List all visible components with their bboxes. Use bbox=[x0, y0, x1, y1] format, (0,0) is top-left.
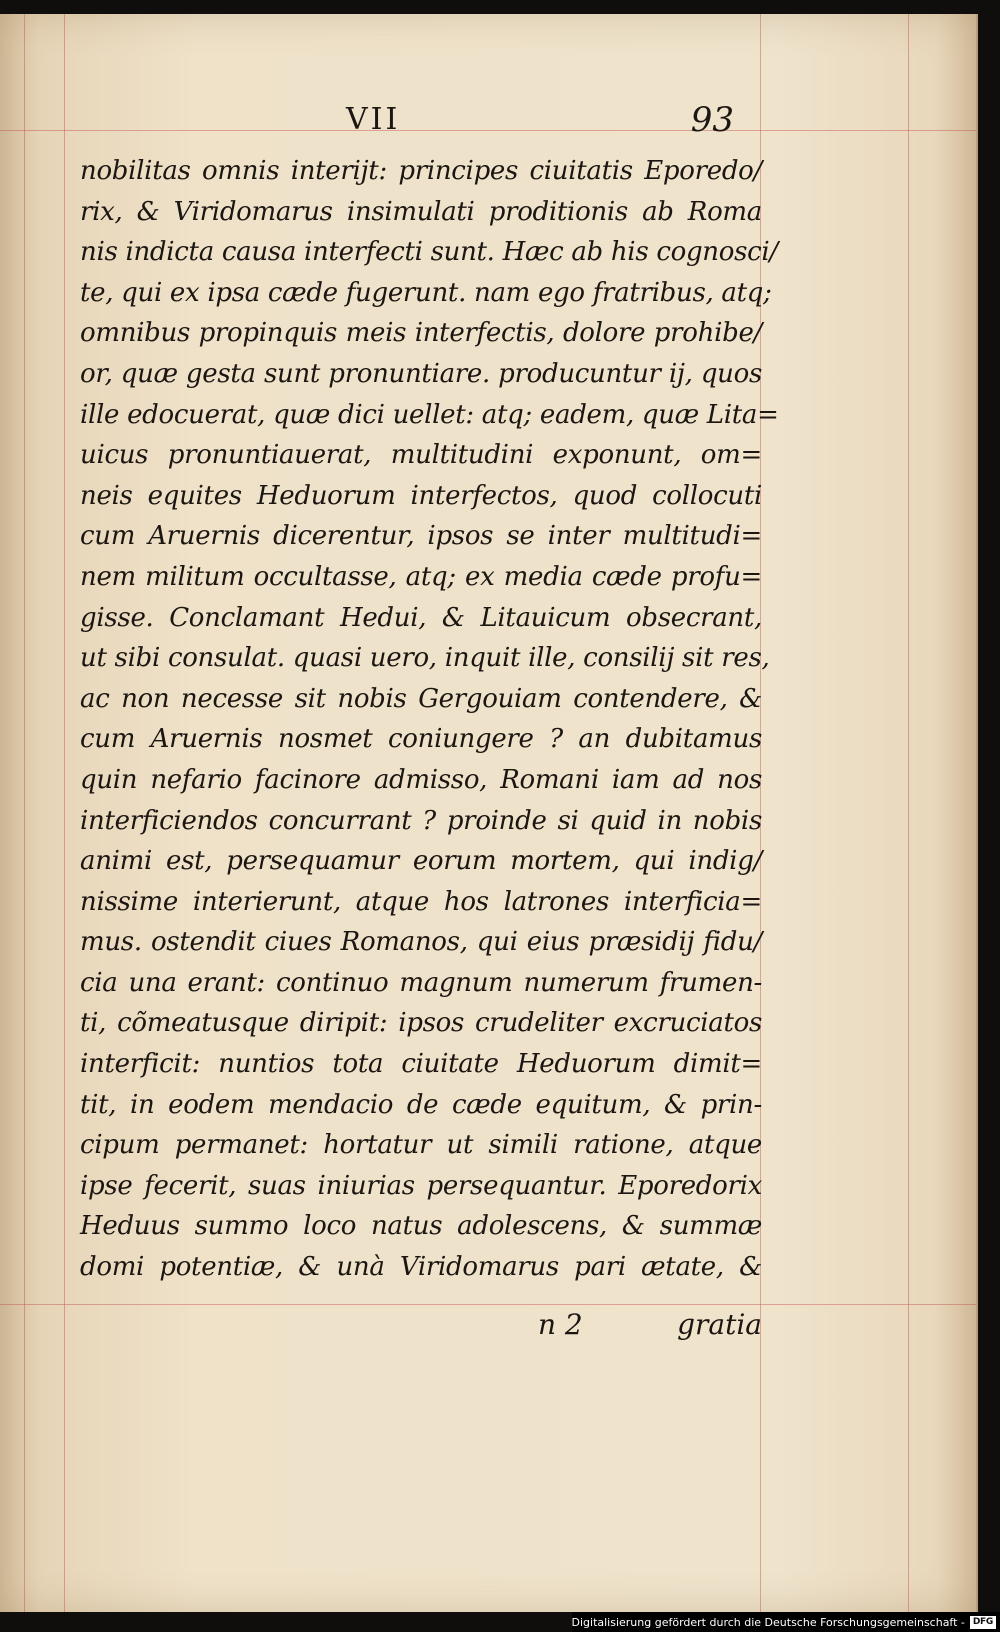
text-line: Heduus summo loco natus adolescens, & summæ bbox=[80, 1211, 762, 1242]
digitization-credit-bar bbox=[572, 1612, 1000, 1632]
text-line: ille edocuerat, quæ dici uellet: atq; eadem, quæ Lita= bbox=[80, 399, 779, 430]
text-line: quin nefario facinore admisso, Romani iam ad nos bbox=[80, 764, 762, 795]
text-line: interficiendos concurrant ? proinde si quid in nobis bbox=[80, 805, 762, 836]
text-line: ipse fecerit, suas iniurias persequantur. Eporedorix bbox=[80, 1170, 762, 1201]
running-head bbox=[80, 102, 762, 146]
text-line: domi potentiæ, & unà Viridomarus pari ætate, & bbox=[80, 1252, 762, 1283]
text-line: ac non necesse sit nobis Gergouiam contendere, & bbox=[80, 683, 762, 714]
text-line: rix, & Viridomarus insimulati proditionis ab Roma bbox=[80, 196, 762, 227]
text-line: cipum permanet: hortatur ut simili ratione, atque bbox=[80, 1130, 762, 1161]
signature-mark: n 2 bbox=[538, 1308, 583, 1341]
chapter-marker: VII bbox=[346, 102, 401, 137]
body-text bbox=[80, 151, 779, 1288]
text-line: uicus pronuntiauerat, multitudini exponunt, om= bbox=[80, 440, 762, 471]
text-line: nobilitas omnis interijt: principes ciuitatis Eporedo/ bbox=[80, 156, 762, 186]
text-line: cum Aruernis nosmet coniungere ? an dubitamus bbox=[80, 724, 762, 755]
text-line: nissime interierunt, atque hos latrones interficia= bbox=[80, 886, 762, 917]
text-line: interficit: nuntios tota ciuitate Heduorum dimit= bbox=[80, 1049, 762, 1080]
text-line: or, quæ gesta sunt pronuntiare. producuntur ij, quos bbox=[80, 358, 762, 389]
dfg-logo-icon: DFG bbox=[970, 1616, 996, 1629]
book-page bbox=[0, 14, 978, 1612]
text-line: cia una erant: continuo magnum numerum frumen- bbox=[80, 967, 762, 998]
text-line: nem militum occultasse, atq; ex media cæde profu= bbox=[80, 561, 762, 592]
ruled-line-bottom bbox=[0, 1304, 976, 1305]
text-line: animi est, persequamur eorum mortem, qui indig/ bbox=[80, 846, 762, 877]
text-line: te, qui ex ipsa cæde fugerunt. nam ego fratribus, atq; bbox=[80, 277, 772, 308]
ruled-line-outer-left bbox=[24, 14, 25, 1612]
text-line: gisse. Conclamant Hedui, & Litauicum obsecrant, bbox=[80, 602, 762, 633]
text-line: tit, in eodem mendacio de cæde equitum, & prin- bbox=[80, 1089, 762, 1120]
page-number: 93 bbox=[690, 100, 734, 140]
ruled-line-outer-right bbox=[908, 14, 909, 1612]
text-line: cum Aruernis dicerentur, ipsos se inter multitudi= bbox=[80, 521, 762, 552]
page-footer bbox=[80, 1308, 762, 1352]
text-line: mus. ostendit ciues Romanos, qui eius præsidij fidu/ bbox=[80, 927, 762, 958]
text-line: neis equites Heduorum interfectos, quod collocuti bbox=[80, 480, 762, 511]
text-line: nis indicta causa interfecti sunt. Hæc ab his cognosci/ bbox=[80, 237, 778, 268]
ruled-line-left bbox=[64, 14, 65, 1612]
credit-text: Digitalisierung gefördert durch die Deutsche Forschungsgemeinschaft - bbox=[571, 1615, 965, 1629]
text-line: ti, cõmeatusque diripit: ipsos crudeliter excruciatos bbox=[80, 1008, 762, 1039]
text-line: ut sibi consulat. quasi uero, inquit ille, consilij sit res, bbox=[80, 643, 770, 674]
catchword: gratia bbox=[677, 1308, 762, 1341]
text-line: omnibus propinquis meis interfectis, dolore prohibe/ bbox=[80, 318, 762, 349]
